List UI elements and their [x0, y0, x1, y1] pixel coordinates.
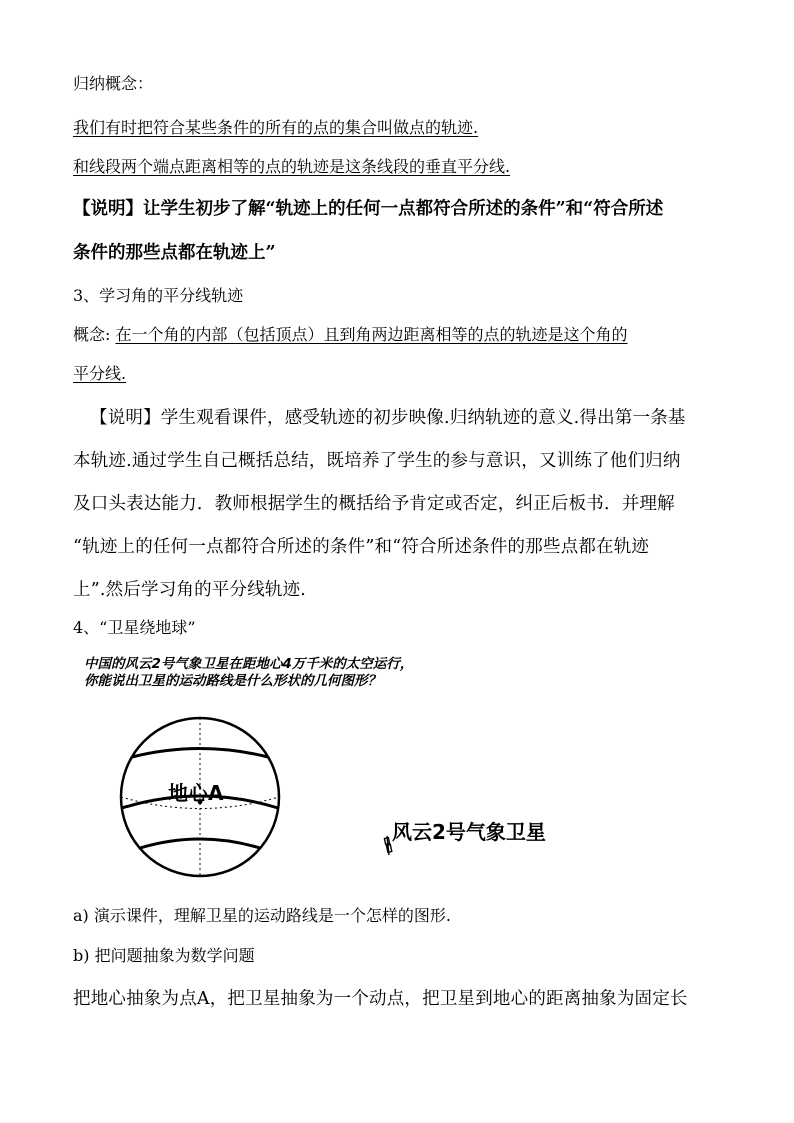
section3-title: 3、学习角的平分线轨迹	[73, 286, 244, 305]
section4-title: 4、“卫星绕地球”	[73, 618, 196, 637]
figure-caption-line1: 中国的风云2号气象卫星在距地心4万千米的太空运行，	[84, 656, 414, 672]
note1-line1: 【说明】让学生初步了解“轨迹上的任何一点都符合所述的条件”和“符合所述	[73, 199, 664, 219]
earth-center-label: 地心A	[168, 781, 224, 805]
note2-line1: 【说明】学生观看课件，感受轨迹的初步映像.归纳轨迹的意义.得出第一条基	[90, 408, 686, 428]
last-line: 把地心抽象为点A，把卫星抽象为一个动点，把卫星到地心的距离抽象为固定长	[73, 989, 688, 1009]
section3-concept-prefix: 概念:	[73, 325, 111, 344]
concept-definition-locus: 我们有时把符合某些条件的所有的点的集合叫做点的轨迹.	[73, 118, 479, 137]
satellite-label: 风云2号气象卫星	[392, 820, 546, 844]
concept-heading: 归纳概念：	[73, 74, 154, 93]
item-a: a) 演示课件，理解卫星的运动路线是一个怎样的图形.	[73, 906, 451, 925]
figure-caption-line2: 你能说出卫星的运动路线是什么形状的几何图形？	[84, 673, 381, 689]
note2-line4: “轨迹上的任何一点都符合所述的条件”和“符合所述条件的那些点都在轨迹	[73, 537, 650, 557]
section3-concept-part1: 在一个角的内部（包括顶点）且到角两边距离相等的点的轨迹是这个角的	[115, 325, 628, 344]
note1-line2: 条件的那些点都在轨迹上”	[73, 243, 276, 263]
item-b: b) 把问题抽象为数学问题	[73, 946, 255, 965]
note2-line2: 本轨迹.通过学生自己概括总结，既培养了学生的参与意识，又训练了他们归纳	[73, 451, 681, 471]
note2-line3: 及口头表达能力．教师根据学生的概括给予肯定或否定，纠正后板书．并理解	[73, 494, 675, 514]
note2-line5: 上”.然后学习角的平分线轨迹.	[73, 580, 307, 600]
concept-perpendicular-bisector: 和线段两个端点距离相等的点的轨迹是这条线段的垂直平分线.	[73, 157, 511, 176]
satellite-icon	[384, 836, 391, 855]
section3-concept-line2: 平分线.	[73, 364, 127, 383]
